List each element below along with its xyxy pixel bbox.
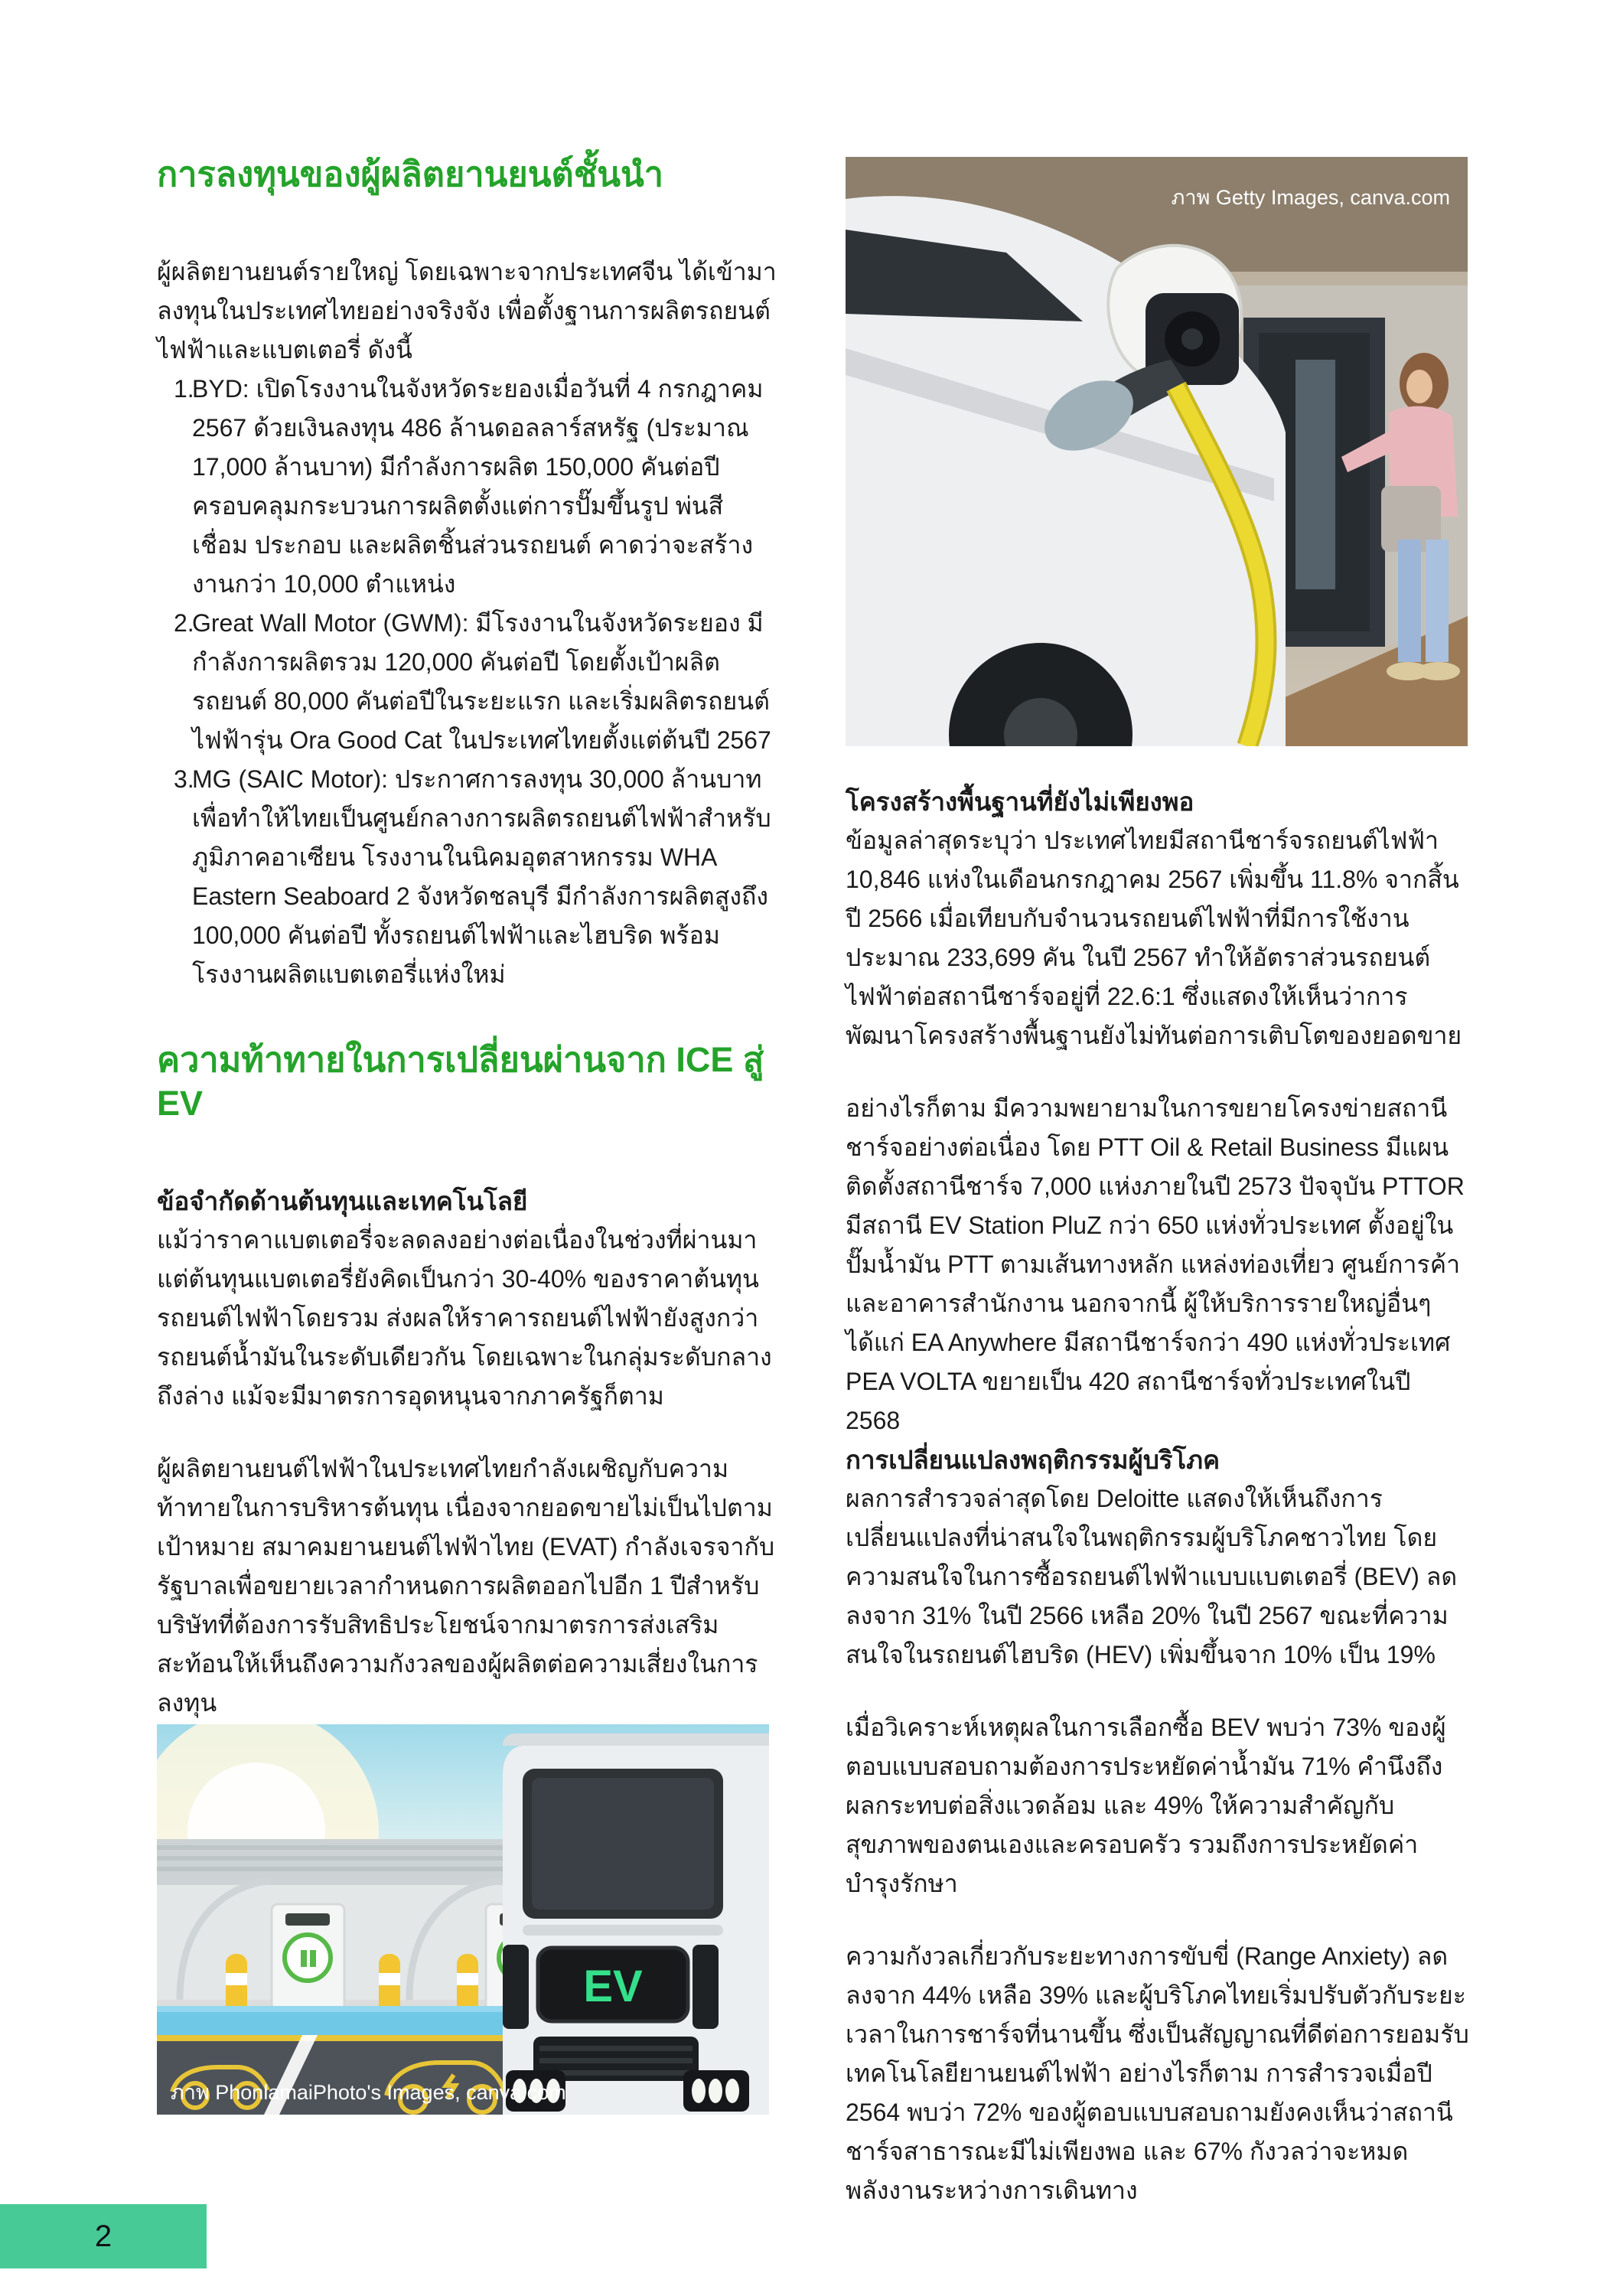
photo-credit-caption: ภาพ Getty Images, canva.com bbox=[1171, 186, 1450, 209]
list-number: 1. bbox=[174, 375, 194, 403]
ev-truck-illustration bbox=[157, 1724, 769, 2115]
left-column bbox=[157, 153, 781, 1723]
paragraph-bev-reasons: เมื่อวิเคราะห์เหตุผลในการเลือกซื้อ BEV พบว่า 73% ของผู้ตอบแบบสอบถามต้องการประหยัดค่าน้ำมัน 71% คำนึงถึงผลกระทบต่อสิ่งแวดล้อม และ 49% ให้ความสำคัญกับสุขภาพของตนเองและครอบครัว รวมถึงการประหยัดค่าบำรุงรักษา bbox=[846, 1714, 1446, 1897]
paragraph-range-anxiety: ความกังวลเกี่ยวกับระยะทางการขับขี่ (Range Anxiety) ลดลงจาก 44% เหลือ 39% และผู้บริโภคไทยเริ่มปรับตัวกับระยะเวลาในการชาร์จที่นานขึ้น ซึ่งเป็นสัญญาณที่ดีต่อการยอมรับเทคโนโลยียานยนต์ไฟฟ้า อย่างไรก็ตาม การสำรวจเมื่อปี 2564 พบว่า 72% ของผู้ตอบแบบสอบถามยังคงเห็นว่าสถานีชาร์จสาธารณะมีไม่เพียงพอ และ 67% กังวลว่าจะหมดพลังงานระหว่างการเดินทาง bbox=[846, 1942, 1469, 2204]
list-item-text: BYD: เปิดโรงงานในจังหวัดระยองเมื่อวันที่ 4 กรกฎาคม 2567 ด้วยเงินลงทุน 486 ล้านดอลลาร์สหรัฐ (ประมาณ 17,000 ล้านบาท) มีกำลังการผลิต 150,000 คันต่อปี ครอบคลุมกระบวนการผลิตตั้งแต่การปั๊มขึ้นรูป พ่นสี เชื่อม ประกอบ และผลิตชิ้นส่วนรถยนต์ คาดว่าจะสร้างงานกว่า 10,000 ตำแหน่ง bbox=[192, 375, 764, 598]
section-heading-challenges: ความท้าทายในการเปลี่ยนผ่านจาก ICE สู่ EV bbox=[157, 1040, 764, 1123]
charging-station-cabinet bbox=[272, 1904, 344, 2019]
subheading-cost-technology: ข้อจำกัดด้านต้นทุนและเทคโนโลยี bbox=[157, 1186, 528, 1215]
footer-page-bar bbox=[0, 2204, 207, 2268]
intro-paragraph: ผู้ผลิตยานยนต์รายใหญ่ โดยเฉพาะจากประเทศจีน ได้เข้ามาลงทุนในประเทศไทยอย่างจริงจัง เพื่อตั้งฐานการผลิตรถยนต์ไฟฟ้าและแบตเตอรี่ ดังนี้ bbox=[157, 258, 777, 364]
paragraph-charging-stations: ข้อมูลล่าสุดระบุว่า ประเทศไทยมีสถานีชาร์จรถยนต์ไฟฟ้า 10,846 แห่งในเดือนกรกฎาคม 2567 เพิ่มขึ้น 11.8% จากสิ้นปี 2566 เมื่อเทียบกับจำนวนรถยนต์ไฟฟ้าที่มีการใช้งานประมาณ 233,699 คัน ในปี 2567 ทำให้อัตราส่วนรถยนต์ไฟฟ้าต่อสถานีชาร์จอยู่ที่ 22.6:1 ซึ่งแสดงให้เห็นว่าการพัฒนาโครงสร้างพื้นฐานยังไม่ทันต่อการเติบโตของยอดขาย bbox=[846, 827, 1462, 1049]
list-item-mg bbox=[157, 760, 781, 994]
list-item-text: MG (SAIC Motor): ประกาศการลงทุน 30,000 ล้านบาท เพื่อทำให้ไทยเป็นศูนย์กลางการผลิตรถยนต์ไฟฟ้าสำหรับภูมิภาคอาเซียน โรงงานในนิคมอุตสาหกรรม WHA Eastern Seaboard 2 จังหวัดชลบุรี มีกำลังการผลิตสูงถึง 100,000 คันต่อปี ทั้งรถยนต์ไฟฟ้าและไฮบริด พร้อมโรงงานผลิตแบตเตอรี่แห่งใหม่ bbox=[192, 765, 771, 989]
subheading-consumer-behavior: การเปลี่ยนแปลงพฤติกรรมผู้บริโภค bbox=[846, 1446, 1221, 1474]
subheading-infrastructure: โครงสร้างพื้นฐานที่ยังไม่เพียงพอ bbox=[846, 788, 1194, 816]
ev-truck bbox=[503, 1733, 769, 2115]
paragraph-network-expansion: อย่างไรก็ตาม มีความพยายามในการขยายโครงข่ายสถานีชาร์จอย่างต่อเนื่อง โดย PTT Oil & Retail Business มีแผนติดตั้งสถานีชาร์จ 7,000 แห่งภายในปี 2573 ปัจจุบัน PTTOR มีสถานี EV Station PluZ กว่า 650 แห่งทั่วประเทศ ตั้งอยู่ในปั๊มน้ำมัน PTT ตามเส้นทางหลัก แหล่งท่องเที่ยว ศูนย์การค้า และอาคารสำนักงาน นอกจากนี้ ผู้ให้บริการรายใหญ่อื่นๆ ได้แก่ EA Anywhere มีสถานีชาร์จกว่า 490 แห่งทั่วประเทศ PEA VOLTA ขยายเป็น 420 สถานีชาร์จทั่วประเทศในปี 2568 bbox=[846, 1094, 1465, 1434]
paragraph-battery-cost: แม้ว่าราคาแบตเตอรี่จะลดลงอย่างต่อเนื่องในช่วงที่ผ่านมา แต่ต้นทุนแบตเตอรี่ยังคิดเป็นกว่า 30-40% ของราคาต้นทุนรถยนต์ไฟฟ้าโดยรวม ส่งผลให้ราคารถยนต์ไฟฟ้ายังสูงกว่ารถยนต์น้ำมันในระดับเดียวกัน โดยเฉพาะในกลุ่มระดับกลางถึงล่าง แม้จะมีมาตรการอุดหนุนจากภาครัฐก็ตาม bbox=[157, 1225, 772, 1410]
ev-charging-photo bbox=[846, 157, 1468, 746]
list-item-text: Great Wall Motor (GWM): มีโรงงานในจังหวัดระยอง มีกำลังการผลิตรวม 120,000 คันต่อปี โดยตั้งเป้าผลิตรถยนต์ 80,000 คันต่อปีในระยะแรก และเริ่มผลิตรถยนต์ไฟฟ้ารุ่น Ora Good Cat ในประเทศไทยตั้งแต่ต้นปี 2567 bbox=[192, 609, 771, 755]
paragraph-evat: ผู้ผลิตยานยนต์ไฟฟ้าในประเทศไทยกำลังเผชิญกับความท้าทายในการบริหารต้นทุน เนื่องจากยอดขายไม่เป็นไปตามเป้าหมาย สมาคมยานยนต์ไฟฟ้าไทย (EVAT) กำลังเจรจากับรัฐบาลเพื่อขยายเวลากำหนดการผลิตออกไปอีก 1 ปีสำหรับบริษัทที่ต้องการรับสิทธิประโยชน์จากมาตรการส่งเสริม สะท้อนให้เห็นถึงความกังวลของผู้ผลิตต่อความเสี่ยงในการลงทุน bbox=[157, 1454, 775, 1717]
right-column bbox=[846, 782, 1471, 2210]
paragraph-deloitte-survey: ผลการสำรวจล่าสุดโดย Deloitte แสดงให้เห็นถึงการเปลี่ยนแปลงที่น่าสนใจในพฤติกรรมผู้บริโภคชาวไทย โดยความสนใจในการซื้อรถยนต์ไฟฟ้าแบบแบตเตอรี่ (BEV) ลดลงจาก 31% ในปี 2566 เหลือ 20% ในปี 2567 ขณะที่ความสนใจในรถยนต์ไฮบริด (HEV) เพิ่มขึ้นจาก 10% เป็น 19% bbox=[846, 1485, 1458, 1668]
ev-badge: EV bbox=[583, 1962, 643, 2011]
list-item-gwm bbox=[157, 604, 781, 760]
truck-headlight bbox=[683, 2070, 749, 2112]
photo-credit-caption: ภาพ PhonlamaiPhoto's Images, canva.com bbox=[171, 2081, 566, 2104]
ev-charging-illustration bbox=[846, 157, 1468, 746]
ev-truck-photo bbox=[157, 1724, 769, 2115]
list-number: 3. bbox=[174, 765, 194, 794]
manufacturer-list bbox=[157, 370, 781, 994]
list-item-byd bbox=[157, 370, 781, 604]
list-number: 2. bbox=[174, 609, 194, 638]
section-heading-investment: การลงทุนของผู้ผลิตยานยนต์ชั้นนำ bbox=[157, 155, 664, 194]
page-number: 2 bbox=[94, 2219, 112, 2253]
